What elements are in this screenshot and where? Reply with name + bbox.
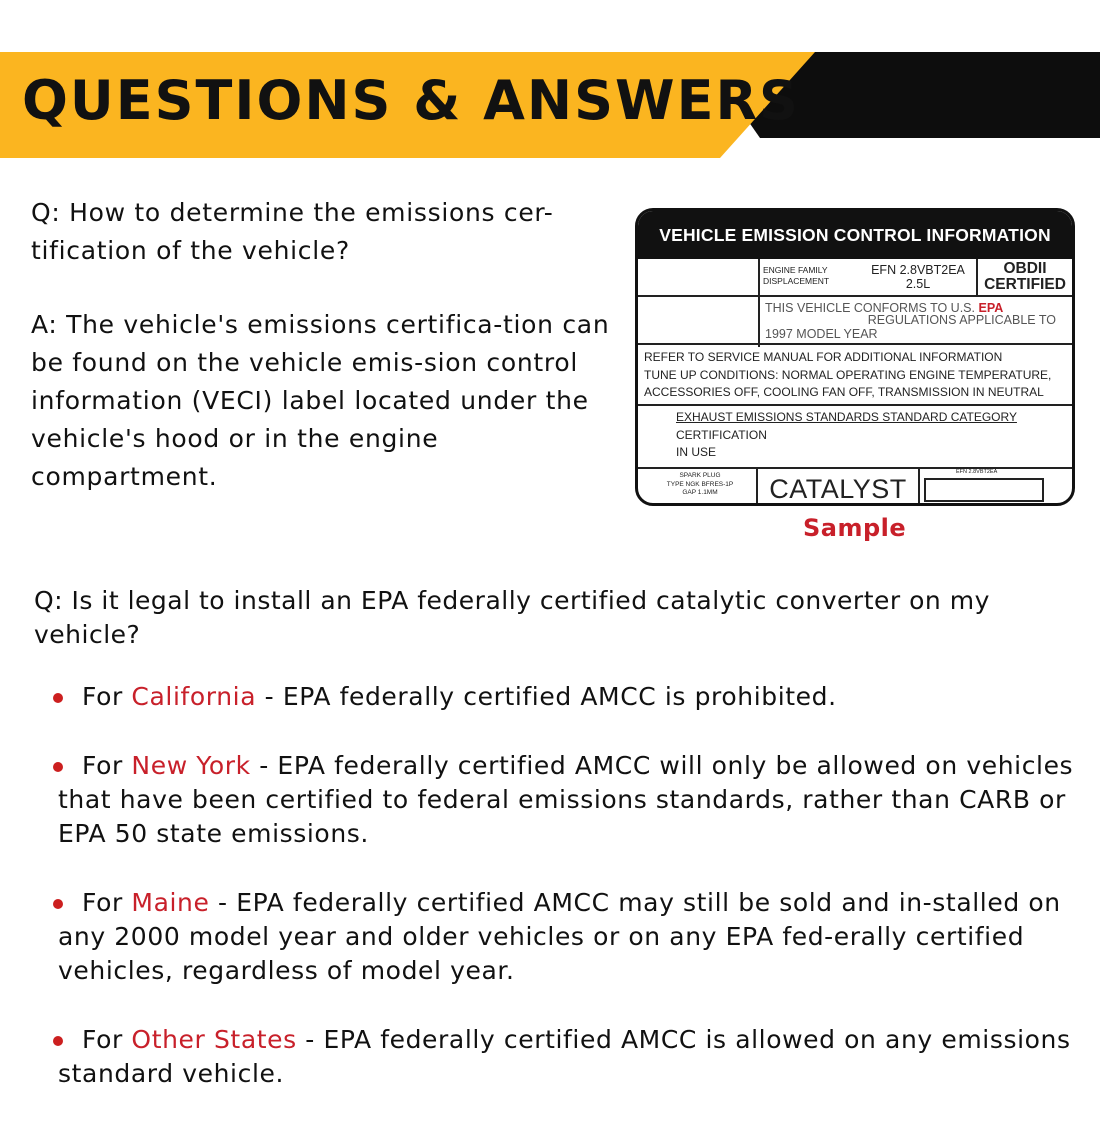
list-item <box>58 1023 1088 1091</box>
epa-text: EPA <box>978 301 1004 315</box>
bullet-dot-icon <box>53 899 63 909</box>
bullet-dot-icon <box>53 762 63 772</box>
efn-small-text: EFN 2.8VBT2EA <box>956 469 998 475</box>
bullet-prefix: For <box>82 751 132 780</box>
service-line-2: TUNE UP CONDITIONS: NORMAL OPERATING ENGINE TEMPERATURE, <box>644 367 1052 382</box>
question-1: Q: How to determine the emissions cer-tification of the vehicle? <box>31 198 554 265</box>
answer-1: A: The vehicle's emissions certifica-tion can be found on the vehicle emis-sion control information (VECI) label located under the vehicle's hood or in the engine compartment. <box>31 310 610 491</box>
bullet-text: - EPA federally certified AMCC is prohibited. <box>256 682 837 711</box>
header-banner <box>0 52 1100 158</box>
label-divider <box>638 404 1072 406</box>
spark-line-1: SPARK PLUG <box>679 472 721 479</box>
engine-family-values <box>864 263 972 291</box>
model-year-text: 1997 MODEL YEAR <box>765 327 878 341</box>
state-rules-list <box>58 680 1088 1091</box>
question-2: Q: Is it legal to install an EPA federally certified catalytic converter on my vehicle? <box>34 586 990 649</box>
regulations-text: REGULATIONS APPLICABLE TO <box>867 313 1056 327</box>
engine-family-labels <box>763 265 829 287</box>
spark-line-2: TYPE NGK BFRES-1P <box>666 480 734 488</box>
list-item <box>58 886 1088 988</box>
page-title: QUESTIONS & ANSWERS <box>22 69 800 132</box>
conforms-text: THIS VEHICLE CONFORMS TO U.S. <box>765 301 975 315</box>
label-blank-cell <box>638 259 760 347</box>
service-line-1: REFER TO SERVICE MANUAL FOR ADDITIONAL INFORMATION <box>644 350 1003 364</box>
bullet-text: - EPA federally certified AMCC will only be allowed on vehicles that have been certified to federal emissions standards, rather than CARB or EPA 50 state emissions. <box>58 751 1074 848</box>
catalyst-text: CATALYST <box>756 469 920 506</box>
list-item <box>58 680 1088 714</box>
bullet-prefix: For <box>82 682 132 711</box>
veci-label <box>635 208 1075 506</box>
bullet-prefix: For <box>82 888 132 917</box>
obd-line-2: CERTIFIED <box>984 276 1066 293</box>
bullet-dot-icon <box>53 1036 63 1046</box>
standards-info <box>676 409 1017 462</box>
state-name: Other States <box>131 1025 297 1054</box>
service-line-3: ACCESSORIES OFF, COOLING FAN OFF, TRANSMISSION IN NEUTRAL <box>644 385 1044 399</box>
service-info <box>644 349 1072 402</box>
bullet-text: - EPA federally certified AMCC may still be sold and in-stalled on any 2000 model year and older vehicles or on any EPA fed-erally certified vehicles, regardless of model year. <box>58 888 1061 985</box>
bullet-dot-icon <box>53 693 63 703</box>
spark-plug-info <box>648 472 752 498</box>
label-divider <box>638 343 1072 345</box>
certification-text: CERTIFICATION <box>676 427 767 442</box>
conformance-row <box>760 297 1072 345</box>
in-use-text: IN USE <box>676 445 717 459</box>
spark-line-3: GAP 1.1MM <box>682 489 718 496</box>
sample-caption: Sample <box>803 514 907 542</box>
state-name: Maine <box>131 888 210 917</box>
displacement-label: DISPLACEMENT <box>763 276 830 286</box>
bullet-prefix: For <box>82 1025 132 1054</box>
engine-family-row <box>638 259 1072 297</box>
state-name: New York <box>131 751 251 780</box>
displacement-value: 2.5L <box>905 277 931 291</box>
label-title: VEHICLE EMISSION CONTROL INFORMATION <box>638 211 1072 259</box>
engine-family-label: ENGINE FAMILY <box>763 265 828 275</box>
bullet-text: - EPA federally certified AMCC is allowed on any emissions standard vehicle. <box>58 1025 1071 1088</box>
label-blank-box <box>924 478 1044 502</box>
standards-heading: EXHAUST EMISSIONS STANDARDS STANDARD CATEGORY <box>676 410 1017 424</box>
state-name: California <box>131 682 257 711</box>
engine-family-value: EFN 2.8VBT2EA <box>871 263 965 277</box>
obd-certified-cell <box>976 259 1072 295</box>
list-item <box>58 749 1088 851</box>
obd-line-1: OBDII <box>1003 260 1047 277</box>
